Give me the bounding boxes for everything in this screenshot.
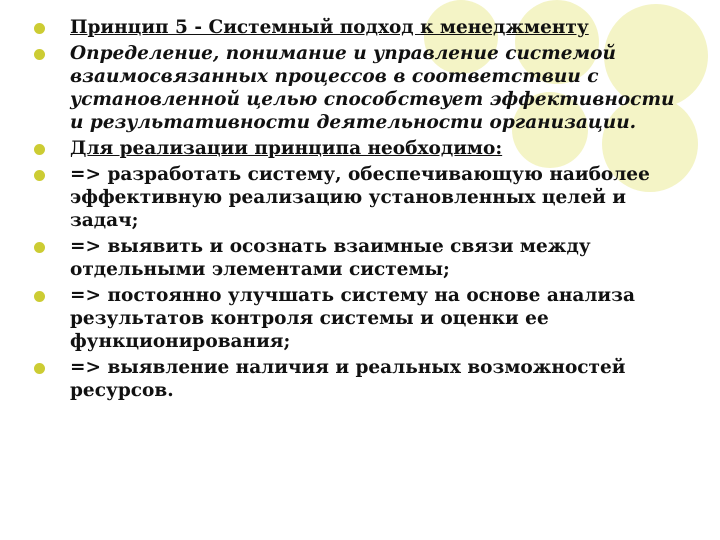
bullet-list [34,16,684,405]
bullet-icon [34,170,45,181]
list-item [34,42,684,134]
list-item [34,356,684,402]
list-item-text: => выявить и осознать взаимные связи между отдельными элементами системы; [70,236,591,280]
bullet-icon [34,242,45,253]
principle-definition: Определение, понимание и управление системой взаимосвязанных процессов в соответствии с установленной целью способствует эффективности и результативности деятельности организации. [70,43,675,133]
principle-heading: Принцип 5 - Системный подход к менеджменту [70,17,589,38]
implementation-heading: Для реализации принципа необходимо: [70,138,503,159]
bullet-icon [34,144,45,155]
bullet-icon [34,291,45,302]
list-item [34,163,684,232]
list-item-text: => разработать систему, обеспечивающую наиболее эффективную реализацию установленных целей и задач; [70,164,650,231]
list-item-text: => выявление наличия и реальных возможностей ресурсов. [70,357,626,401]
list-item [34,137,684,160]
list-item [34,284,684,353]
list-item-text: => постоянно улучшать систему на основе анализа результатов контроля системы и оценки ее функционирования; [70,285,635,352]
bullet-icon [34,363,45,374]
bullet-icon [34,23,45,34]
list-item [34,16,684,39]
list-item [34,235,684,281]
bullet-icon [34,49,45,60]
